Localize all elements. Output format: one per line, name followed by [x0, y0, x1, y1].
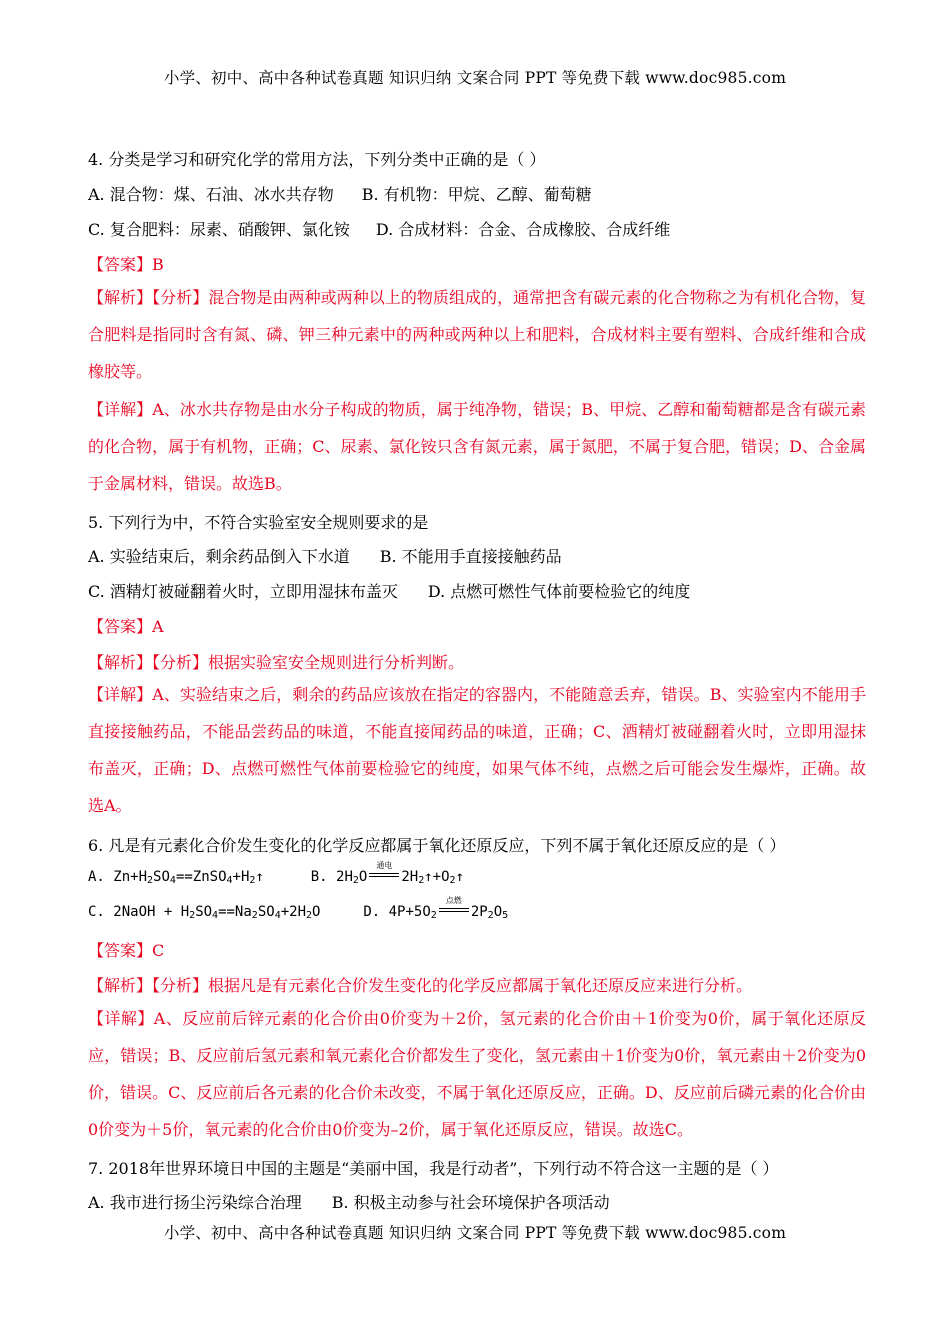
question-4-stem: 4. 分类是学习和研究化学的常用方法，下列分类中正确的是（ ）: [88, 150, 546, 169]
question-4-analysis: 【解析】【分析】混合物是由两种或两种以上的物质组成的，通常把含有碳元素的化合物称之为有机化合物，复合肥料是指同时含有氮、磷、钾三种元素中的两种或两种以上和肥料，合成材料主要有塑料、合成纤维和合成橡胶等。: [88, 288, 866, 381]
question-6-answer: 【答案】C: [88, 941, 165, 960]
question-6-options-cd: C. 2NaOH + $H_2SO_4==Na_2SO_4+2H_2O$ D. $4P+5O_2$ 点燃 $2P_2O_5$: [88, 896, 509, 921]
reaction-condition-electrolysis: 通电: [369, 873, 399, 881]
option-d: D. 点燃可燃性气体前要检验它的纯度: [427, 582, 691, 601]
option-a: A. 实验结束后，剩余药品倒入下水道: [88, 547, 350, 566]
question-6-detail: 【详解】A、反应前后锌元素的化合价由0价变为＋2价，氢元素的化合价由＋1价变为0价，属于氧化还原反应，错误；B、反应前后氢元素和氧元素化合价都发生了变化，氢元素由＋1价变为0价，氧元素由＋2价变为0价，错误。C、反应前后各元素的化合价未改变，不属于氧化还原反应，正确。D、反应前后磷元素的化合价由0价变为＋5价，氧元素的化合价由0价变为–2价，属于氧化还原反应，错误。故选C。: [88, 1009, 866, 1139]
question-6-options-ab: A. $Zn+H_2SO_4==ZnSO_4+H_2↑$ B. $2H_2O$ 通电 $2H_2↑+O_2↑$: [88, 861, 465, 886]
page-footer: 小学、初中、高中各种试卷真题 知识归纳 文案合同 PPT 等免费下载 www.doc985.com: [163, 1224, 787, 1242]
option-b: B. 积极主动参与社会环境保护各项活动: [331, 1193, 610, 1212]
question-4-options-cd: [88, 217, 670, 240]
option-c: C. 酒精灯被碰翻着火时，立即用湿抹布盖灭: [88, 582, 398, 601]
question-5-analysis: 【解析】【分析】根据实验室安全规则进行分析判断。: [88, 653, 465, 672]
question-6-stem: 6. 凡是有元素化合价发生变化的化学反应都属于氧化还原反应，下列不属于氧化还原反应的是（ ）: [88, 836, 786, 855]
option-d: D. 合成材料：合金、合成橡胶、合成纤维: [375, 220, 671, 239]
question-5-answer: 【答案】A: [88, 617, 164, 636]
option-d-label: D.: [363, 904, 381, 920]
question-5-options-cd: [88, 579, 690, 602]
question-7-options-ab: [88, 1190, 610, 1213]
option-a-label: A.: [88, 869, 105, 885]
question-4-answer: 【答案】B: [88, 255, 164, 274]
option-c: C. 复合肥料：尿素、硝酸钾、氯化铵: [88, 220, 350, 239]
option-b: B. 有机物：甲烷、乙醇、葡萄糖: [361, 185, 592, 204]
reaction-condition-ignite: 点燃: [439, 908, 469, 916]
option-a: A. 混合物：煤、石油、冰水共存物: [88, 185, 334, 204]
question-4-options-ab: [88, 182, 592, 205]
page-header: 小学、初中、高中各种试卷真题 知识归纳 文案合同 PPT 等免费下载 www.doc985.com: [163, 69, 787, 87]
question-5-detail: 【详解】A、实验结束之后，剩余的药品应该放在指定的容器内，不能随意丢弃，错误。B、实验室内不能用手直接接触药品，不能品尝药品的味道，不能直接闻药品的味道，正确；C、酒精灯被碰翻着火时，立即用湿抹布盖灭，正确；D、点燃可燃性气体前要检验它的纯度，如果气体不纯，点燃之后可能会发生爆炸，正确。故选A。: [88, 685, 866, 815]
question-6-analysis: 【解析】【分析】根据凡是有元素化合价发生变化的化学反应都属于氧化还原反应来进行分析。: [88, 976, 753, 995]
option-b: B. 不能用手直接接触药品: [379, 547, 562, 566]
question-5-options-ab: [88, 544, 562, 567]
question-5-stem: 5. 下列行为中，不符合实验室安全规则要求的是: [88, 513, 429, 532]
option-c-label: C.: [88, 904, 105, 920]
option-a: A. 我市进行扬尘污染综合治理: [88, 1193, 302, 1212]
option-b-label: B.: [310, 869, 328, 885]
question-4-detail: 【详解】A、冰水共存物是由水分子构成的物质，属于纯净物，错误；B、甲烷、乙醇和葡萄糖都是含有碳元素的化合物，属于有机物，正确；C、尿素、氯化铵只含有氮元素，属于氮肥，不属于复合肥，错误；D、合金属于金属材料，错误。故选B。: [88, 400, 866, 493]
question-7-stem: 7. 2018年世界环境日中国的主题是“美丽中国，我是行动者”，下列行动不符合这一主题的是（ ）: [88, 1159, 779, 1178]
